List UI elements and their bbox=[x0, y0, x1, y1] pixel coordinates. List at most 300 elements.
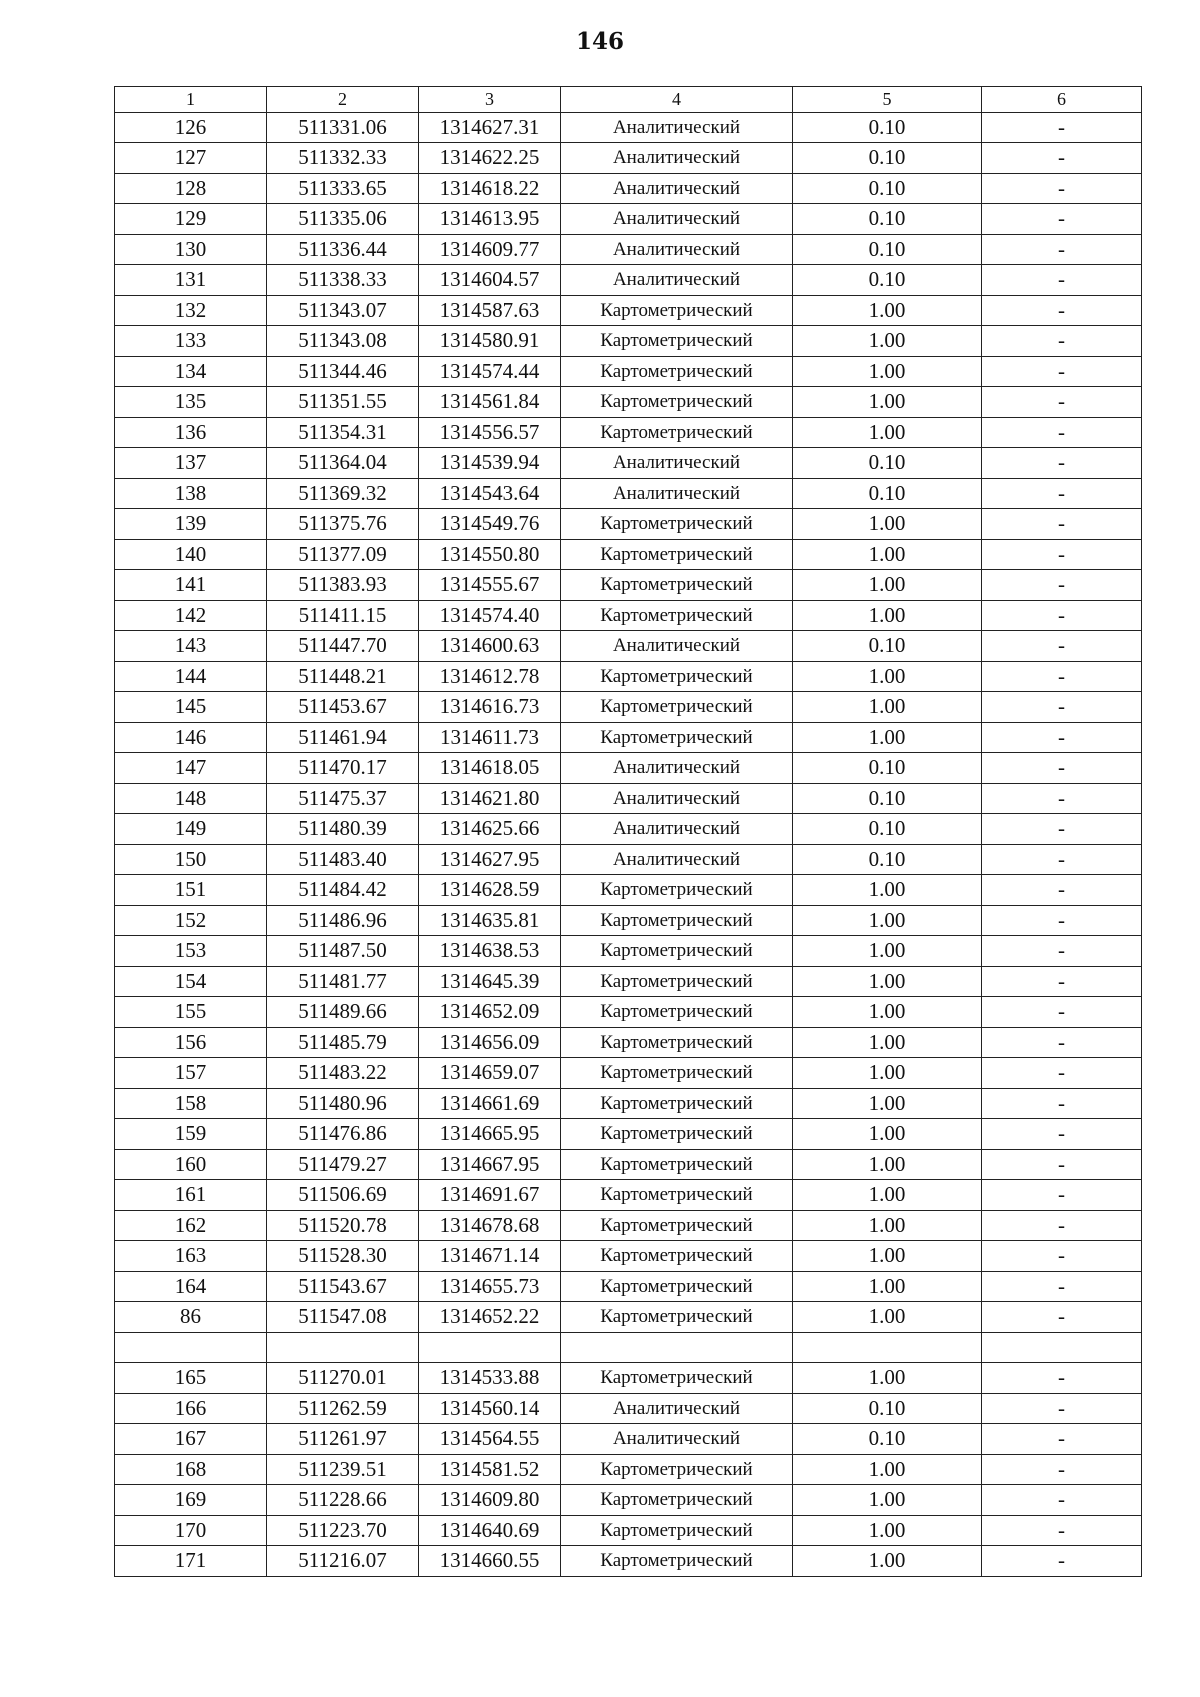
table-row bbox=[115, 1119, 1142, 1150]
method-cell: Картометрический bbox=[561, 1302, 793, 1333]
description-cell: - bbox=[982, 1027, 1142, 1058]
accuracy-cell: 1.00 bbox=[793, 387, 982, 418]
accuracy-cell: 0.10 bbox=[793, 478, 982, 509]
x-coordinate-cell: 511369.32 bbox=[267, 478, 419, 509]
description-cell: - bbox=[982, 1454, 1142, 1485]
method-cell: Аналитический bbox=[561, 783, 793, 814]
point-number-cell: 165 bbox=[115, 1363, 267, 1394]
point-number-cell: 158 bbox=[115, 1088, 267, 1119]
point-number-cell: 147 bbox=[115, 753, 267, 784]
table-row bbox=[115, 509, 1142, 540]
table-row bbox=[115, 1271, 1142, 1302]
accuracy-cell: 1.00 bbox=[793, 1088, 982, 1119]
point-number-cell: 156 bbox=[115, 1027, 267, 1058]
table-row bbox=[115, 783, 1142, 814]
description-cell: - bbox=[982, 844, 1142, 875]
x-coordinate-cell: 511448.21 bbox=[267, 661, 419, 692]
table-header bbox=[115, 87, 1142, 113]
description-cell: - bbox=[982, 1241, 1142, 1272]
accuracy-cell: 0.10 bbox=[793, 143, 982, 174]
accuracy-cell: 0.10 bbox=[793, 844, 982, 875]
method-cell: Картометрический bbox=[561, 966, 793, 997]
method-cell: Картометрический bbox=[561, 1119, 793, 1150]
accuracy-cell: 0.10 bbox=[793, 1424, 982, 1455]
x-coordinate-cell: 511343.08 bbox=[267, 326, 419, 357]
y-coordinate-cell: 1314667.95 bbox=[419, 1149, 561, 1180]
y-coordinate-cell: 1314580.91 bbox=[419, 326, 561, 357]
x-coordinate-cell: 511543.67 bbox=[267, 1271, 419, 1302]
method-cell: Картометрический bbox=[561, 1210, 793, 1241]
x-coordinate-cell: 511528.30 bbox=[267, 1241, 419, 1272]
y-coordinate-cell: 1314655.73 bbox=[419, 1271, 561, 1302]
description-cell: - bbox=[982, 1088, 1142, 1119]
method-cell: Картометрический bbox=[561, 1027, 793, 1058]
y-coordinate-cell: 1314533.88 bbox=[419, 1363, 561, 1394]
x-coordinate-cell: 511375.76 bbox=[267, 509, 419, 540]
description-cell: - bbox=[982, 448, 1142, 479]
table-row bbox=[115, 539, 1142, 570]
x-coordinate-cell: 511223.70 bbox=[267, 1515, 419, 1546]
y-coordinate-cell: 1314587.63 bbox=[419, 295, 561, 326]
point-number-cell: 148 bbox=[115, 783, 267, 814]
table-row bbox=[115, 753, 1142, 784]
accuracy-cell: 1.00 bbox=[793, 539, 982, 570]
x-coordinate-cell: 511364.04 bbox=[267, 448, 419, 479]
point-number-cell: 144 bbox=[115, 661, 267, 692]
y-coordinate-cell: 1314561.84 bbox=[419, 387, 561, 418]
method-cell: Аналитический bbox=[561, 448, 793, 479]
coordinates-table bbox=[114, 86, 1142, 1577]
point-number-cell: 153 bbox=[115, 936, 267, 967]
y-coordinate-cell: 1314661.69 bbox=[419, 1088, 561, 1119]
method-cell: Картометрический bbox=[561, 692, 793, 723]
point-number-cell: 155 bbox=[115, 997, 267, 1028]
x-coordinate-cell: 511336.44 bbox=[267, 234, 419, 265]
table-row bbox=[115, 661, 1142, 692]
table-row bbox=[115, 814, 1142, 845]
point-number-cell: 170 bbox=[115, 1515, 267, 1546]
y-coordinate-cell: 1314616.73 bbox=[419, 692, 561, 723]
method-cell: Аналитический bbox=[561, 753, 793, 784]
y-coordinate-cell: 1314609.77 bbox=[419, 234, 561, 265]
method-cell: Аналитический bbox=[561, 112, 793, 143]
y-coordinate-cell: 1314678.68 bbox=[419, 1210, 561, 1241]
y-coordinate-cell: 1314691.67 bbox=[419, 1180, 561, 1211]
method-cell bbox=[561, 1332, 793, 1363]
y-coordinate-cell: 1314550.80 bbox=[419, 539, 561, 570]
accuracy-cell: 1.00 bbox=[793, 417, 982, 448]
x-coordinate-cell: 511547.08 bbox=[267, 1302, 419, 1333]
x-coordinate-cell bbox=[267, 1332, 419, 1363]
table-body bbox=[115, 112, 1142, 1576]
method-cell: Аналитический bbox=[561, 814, 793, 845]
point-number-cell: 142 bbox=[115, 600, 267, 631]
y-coordinate-cell bbox=[419, 1332, 561, 1363]
description-cell: - bbox=[982, 265, 1142, 296]
method-cell: Картометрический bbox=[561, 1363, 793, 1394]
description-cell: - bbox=[982, 1058, 1142, 1089]
method-cell: Аналитический bbox=[561, 265, 793, 296]
method-cell: Картометрический bbox=[561, 356, 793, 387]
accuracy-cell: 1.00 bbox=[793, 1485, 982, 1516]
method-cell: Картометрический bbox=[561, 1149, 793, 1180]
accuracy-cell: 1.00 bbox=[793, 661, 982, 692]
description-cell: - bbox=[982, 875, 1142, 906]
description-cell: - bbox=[982, 1271, 1142, 1302]
description-cell: - bbox=[982, 966, 1142, 997]
description-cell: - bbox=[982, 997, 1142, 1028]
x-coordinate-cell: 511480.39 bbox=[267, 814, 419, 845]
method-cell: Картометрический bbox=[561, 600, 793, 631]
description-cell: - bbox=[982, 661, 1142, 692]
method-cell: Аналитический bbox=[561, 1424, 793, 1455]
description-cell: - bbox=[982, 631, 1142, 662]
accuracy-cell: 1.00 bbox=[793, 1302, 982, 1333]
description-cell: - bbox=[982, 387, 1142, 418]
description-cell: - bbox=[982, 936, 1142, 967]
accuracy-cell: 1.00 bbox=[793, 1271, 982, 1302]
method-cell: Картометрический bbox=[561, 722, 793, 753]
point-number-cell: 143 bbox=[115, 631, 267, 662]
table-row bbox=[115, 1027, 1142, 1058]
y-coordinate-cell: 1314543.64 bbox=[419, 478, 561, 509]
point-number-cell: 151 bbox=[115, 875, 267, 906]
page-number: 146 bbox=[575, 28, 624, 55]
point-number-cell: 132 bbox=[115, 295, 267, 326]
accuracy-cell: 1.00 bbox=[793, 1363, 982, 1394]
table-row bbox=[115, 997, 1142, 1028]
point-number-cell: 164 bbox=[115, 1271, 267, 1302]
x-coordinate-cell: 511261.97 bbox=[267, 1424, 419, 1455]
description-cell: - bbox=[982, 783, 1142, 814]
description-cell: - bbox=[982, 1485, 1142, 1516]
y-coordinate-cell: 1314627.31 bbox=[419, 112, 561, 143]
description-cell: - bbox=[982, 478, 1142, 509]
table-row bbox=[115, 448, 1142, 479]
accuracy-cell: 1.00 bbox=[793, 905, 982, 936]
x-coordinate-cell: 511461.94 bbox=[267, 722, 419, 753]
table-row bbox=[115, 1485, 1142, 1516]
point-number-cell: 137 bbox=[115, 448, 267, 479]
method-cell: Картометрический bbox=[561, 1454, 793, 1485]
accuracy-cell: 1.00 bbox=[793, 966, 982, 997]
point-number-cell: 160 bbox=[115, 1149, 267, 1180]
x-coordinate-cell: 511520.78 bbox=[267, 1210, 419, 1241]
accuracy-cell: 1.00 bbox=[793, 509, 982, 540]
table-row bbox=[115, 600, 1142, 631]
accuracy-cell: 1.00 bbox=[793, 1241, 982, 1272]
description-cell: - bbox=[982, 326, 1142, 357]
method-cell: Картометрический bbox=[561, 1241, 793, 1272]
description-cell: - bbox=[982, 173, 1142, 204]
table-row bbox=[115, 905, 1142, 936]
method-cell: Картометрический bbox=[561, 1546, 793, 1577]
x-coordinate-cell: 511332.33 bbox=[267, 143, 419, 174]
x-coordinate-cell: 511484.42 bbox=[267, 875, 419, 906]
accuracy-cell: 1.00 bbox=[793, 1027, 982, 1058]
method-cell: Картометрический bbox=[561, 1180, 793, 1211]
y-coordinate-cell: 1314627.95 bbox=[419, 844, 561, 875]
table-row bbox=[115, 173, 1142, 204]
table-row bbox=[115, 692, 1142, 723]
point-number-cell: 86 bbox=[115, 1302, 267, 1333]
header-cell-3: 3 bbox=[419, 87, 561, 113]
header-cell-2: 2 bbox=[267, 87, 419, 113]
y-coordinate-cell: 1314618.05 bbox=[419, 753, 561, 784]
x-coordinate-cell: 511447.70 bbox=[267, 631, 419, 662]
accuracy-cell: 0.10 bbox=[793, 448, 982, 479]
method-cell: Картометрический bbox=[561, 905, 793, 936]
point-number-cell: 161 bbox=[115, 1180, 267, 1211]
x-coordinate-cell: 511262.59 bbox=[267, 1393, 419, 1424]
point-number-cell bbox=[115, 1332, 267, 1363]
x-coordinate-cell: 511343.07 bbox=[267, 295, 419, 326]
table-row bbox=[115, 204, 1142, 235]
x-coordinate-cell: 511338.33 bbox=[267, 265, 419, 296]
method-cell: Аналитический bbox=[561, 478, 793, 509]
method-cell: Аналитический bbox=[561, 1393, 793, 1424]
table-row bbox=[115, 112, 1142, 143]
description-cell: - bbox=[982, 1424, 1142, 1455]
y-coordinate-cell: 1314660.55 bbox=[419, 1546, 561, 1577]
accuracy-cell: 1.00 bbox=[793, 1180, 982, 1211]
point-number-cell: 127 bbox=[115, 143, 267, 174]
y-coordinate-cell: 1314600.63 bbox=[419, 631, 561, 662]
point-number-cell: 138 bbox=[115, 478, 267, 509]
accuracy-cell bbox=[793, 1332, 982, 1363]
point-number-cell: 141 bbox=[115, 570, 267, 601]
method-cell: Картометрический bbox=[561, 1271, 793, 1302]
table-row bbox=[115, 1454, 1142, 1485]
header-cell-6: 6 bbox=[982, 87, 1142, 113]
point-number-cell: 171 bbox=[115, 1546, 267, 1577]
point-number-cell: 163 bbox=[115, 1241, 267, 1272]
accuracy-cell: 1.00 bbox=[793, 1119, 982, 1150]
method-cell: Картометрический bbox=[561, 1088, 793, 1119]
point-number-cell: 126 bbox=[115, 112, 267, 143]
table-row bbox=[115, 143, 1142, 174]
description-cell: - bbox=[982, 1515, 1142, 1546]
accuracy-cell: 1.00 bbox=[793, 1149, 982, 1180]
y-coordinate-cell: 1314539.94 bbox=[419, 448, 561, 479]
point-number-cell: 130 bbox=[115, 234, 267, 265]
accuracy-cell: 0.10 bbox=[793, 631, 982, 662]
table-row bbox=[115, 844, 1142, 875]
description-cell: - bbox=[982, 295, 1142, 326]
method-cell: Картометрический bbox=[561, 570, 793, 601]
description-cell: - bbox=[982, 112, 1142, 143]
y-coordinate-cell: 1314638.53 bbox=[419, 936, 561, 967]
y-coordinate-cell: 1314671.14 bbox=[419, 1241, 561, 1272]
table-row bbox=[115, 966, 1142, 997]
table-row bbox=[115, 478, 1142, 509]
accuracy-cell: 0.10 bbox=[793, 1393, 982, 1424]
point-number-cell: 131 bbox=[115, 265, 267, 296]
table-row bbox=[115, 295, 1142, 326]
table-row bbox=[115, 1393, 1142, 1424]
x-coordinate-cell: 511411.15 bbox=[267, 600, 419, 631]
y-coordinate-cell: 1314604.57 bbox=[419, 265, 561, 296]
table-row bbox=[115, 1363, 1142, 1394]
accuracy-cell: 1.00 bbox=[793, 997, 982, 1028]
x-coordinate-cell: 511487.50 bbox=[267, 936, 419, 967]
x-coordinate-cell: 511481.77 bbox=[267, 966, 419, 997]
x-coordinate-cell: 511216.07 bbox=[267, 1546, 419, 1577]
table-row bbox=[115, 1424, 1142, 1455]
description-cell: - bbox=[982, 905, 1142, 936]
x-coordinate-cell: 511476.86 bbox=[267, 1119, 419, 1150]
point-number-cell: 140 bbox=[115, 539, 267, 570]
method-cell: Картометрический bbox=[561, 1058, 793, 1089]
accuracy-cell: 1.00 bbox=[793, 570, 982, 601]
x-coordinate-cell: 511354.31 bbox=[267, 417, 419, 448]
point-number-cell: 166 bbox=[115, 1393, 267, 1424]
method-cell: Аналитический bbox=[561, 234, 793, 265]
x-coordinate-cell: 511344.46 bbox=[267, 356, 419, 387]
header-cell-1: 1 bbox=[115, 87, 267, 113]
y-coordinate-cell: 1314652.09 bbox=[419, 997, 561, 1028]
x-coordinate-cell: 511351.55 bbox=[267, 387, 419, 418]
description-cell: - bbox=[982, 1302, 1142, 1333]
method-cell: Картометрический bbox=[561, 295, 793, 326]
table-row bbox=[115, 1058, 1142, 1089]
y-coordinate-cell: 1314621.80 bbox=[419, 783, 561, 814]
method-cell: Картометрический bbox=[561, 1515, 793, 1546]
x-coordinate-cell: 511333.65 bbox=[267, 173, 419, 204]
table-row bbox=[115, 1088, 1142, 1119]
x-coordinate-cell: 511475.37 bbox=[267, 783, 419, 814]
table-row bbox=[115, 1302, 1142, 1333]
method-cell: Картометрический bbox=[561, 539, 793, 570]
table-row bbox=[115, 722, 1142, 753]
y-coordinate-cell: 1314581.52 bbox=[419, 1454, 561, 1485]
table-row bbox=[115, 356, 1142, 387]
description-cell: - bbox=[982, 600, 1142, 631]
method-cell: Картометрический bbox=[561, 661, 793, 692]
method-cell: Аналитический bbox=[561, 204, 793, 235]
description-cell bbox=[982, 1332, 1142, 1363]
point-number-cell: 168 bbox=[115, 1454, 267, 1485]
table-row bbox=[115, 1149, 1142, 1180]
accuracy-cell: 0.10 bbox=[793, 204, 982, 235]
description-cell: - bbox=[982, 204, 1142, 235]
description-cell: - bbox=[982, 1119, 1142, 1150]
y-coordinate-cell: 1314656.09 bbox=[419, 1027, 561, 1058]
x-coordinate-cell: 511331.06 bbox=[267, 112, 419, 143]
description-cell: - bbox=[982, 509, 1142, 540]
accuracy-cell: 1.00 bbox=[793, 722, 982, 753]
description-cell: - bbox=[982, 753, 1142, 784]
header-cell-4: 4 bbox=[561, 87, 793, 113]
description-cell: - bbox=[982, 1149, 1142, 1180]
x-coordinate-cell: 511479.27 bbox=[267, 1149, 419, 1180]
description-cell: - bbox=[982, 1546, 1142, 1577]
description-cell: - bbox=[982, 417, 1142, 448]
point-number-cell: 149 bbox=[115, 814, 267, 845]
x-coordinate-cell: 511486.96 bbox=[267, 905, 419, 936]
x-coordinate-cell: 511228.66 bbox=[267, 1485, 419, 1516]
table-row bbox=[115, 570, 1142, 601]
table-row bbox=[115, 326, 1142, 357]
table-row bbox=[115, 234, 1142, 265]
table-row bbox=[115, 265, 1142, 296]
x-coordinate-cell: 511270.01 bbox=[267, 1363, 419, 1394]
table-row bbox=[115, 936, 1142, 967]
table-row bbox=[115, 631, 1142, 662]
y-coordinate-cell: 1314549.76 bbox=[419, 509, 561, 540]
x-coordinate-cell: 511383.93 bbox=[267, 570, 419, 601]
y-coordinate-cell: 1314618.22 bbox=[419, 173, 561, 204]
method-cell: Картометрический bbox=[561, 997, 793, 1028]
description-cell: - bbox=[982, 1210, 1142, 1241]
y-coordinate-cell: 1314574.44 bbox=[419, 356, 561, 387]
y-coordinate-cell: 1314665.95 bbox=[419, 1119, 561, 1150]
method-cell: Картометрический bbox=[561, 509, 793, 540]
point-number-cell: 129 bbox=[115, 204, 267, 235]
table-row bbox=[115, 1515, 1142, 1546]
accuracy-cell: 1.00 bbox=[793, 326, 982, 357]
accuracy-cell: 1.00 bbox=[793, 875, 982, 906]
method-cell: Картометрический bbox=[561, 326, 793, 357]
point-number-cell: 133 bbox=[115, 326, 267, 357]
x-coordinate-cell: 511485.79 bbox=[267, 1027, 419, 1058]
x-coordinate-cell: 511489.66 bbox=[267, 997, 419, 1028]
point-number-cell: 152 bbox=[115, 905, 267, 936]
x-coordinate-cell: 511506.69 bbox=[267, 1180, 419, 1211]
method-cell: Картометрический bbox=[561, 936, 793, 967]
accuracy-cell: 0.10 bbox=[793, 783, 982, 814]
method-cell: Картометрический bbox=[561, 875, 793, 906]
description-cell: - bbox=[982, 1393, 1142, 1424]
accuracy-cell: 1.00 bbox=[793, 1515, 982, 1546]
y-coordinate-cell: 1314622.25 bbox=[419, 143, 561, 174]
x-coordinate-cell: 511453.67 bbox=[267, 692, 419, 723]
accuracy-cell: 1.00 bbox=[793, 295, 982, 326]
accuracy-cell: 0.10 bbox=[793, 265, 982, 296]
point-number-cell: 145 bbox=[115, 692, 267, 723]
y-coordinate-cell: 1314659.07 bbox=[419, 1058, 561, 1089]
description-cell: - bbox=[982, 814, 1142, 845]
accuracy-cell: 1.00 bbox=[793, 692, 982, 723]
accuracy-cell: 1.00 bbox=[793, 1058, 982, 1089]
accuracy-cell: 1.00 bbox=[793, 1546, 982, 1577]
point-number-cell: 157 bbox=[115, 1058, 267, 1089]
point-number-cell: 150 bbox=[115, 844, 267, 875]
x-coordinate-cell: 511335.06 bbox=[267, 204, 419, 235]
method-cell: Картометрический bbox=[561, 1485, 793, 1516]
x-coordinate-cell: 511470.17 bbox=[267, 753, 419, 784]
method-cell: Аналитический bbox=[561, 631, 793, 662]
x-coordinate-cell: 511377.09 bbox=[267, 539, 419, 570]
point-number-cell: 134 bbox=[115, 356, 267, 387]
y-coordinate-cell: 1314612.78 bbox=[419, 661, 561, 692]
accuracy-cell: 0.10 bbox=[793, 234, 982, 265]
y-coordinate-cell: 1314645.39 bbox=[419, 966, 561, 997]
y-coordinate-cell: 1314560.14 bbox=[419, 1393, 561, 1424]
x-coordinate-cell: 511483.22 bbox=[267, 1058, 419, 1089]
table-row bbox=[115, 1180, 1142, 1211]
y-coordinate-cell: 1314640.69 bbox=[419, 1515, 561, 1546]
point-number-cell: 169 bbox=[115, 1485, 267, 1516]
y-coordinate-cell: 1314635.81 bbox=[419, 905, 561, 936]
description-cell: - bbox=[982, 234, 1142, 265]
description-cell: - bbox=[982, 1363, 1142, 1394]
header-row bbox=[115, 87, 1142, 113]
accuracy-cell: 1.00 bbox=[793, 936, 982, 967]
x-coordinate-cell: 511483.40 bbox=[267, 844, 419, 875]
accuracy-cell: 0.10 bbox=[793, 173, 982, 204]
accuracy-cell: 0.10 bbox=[793, 112, 982, 143]
